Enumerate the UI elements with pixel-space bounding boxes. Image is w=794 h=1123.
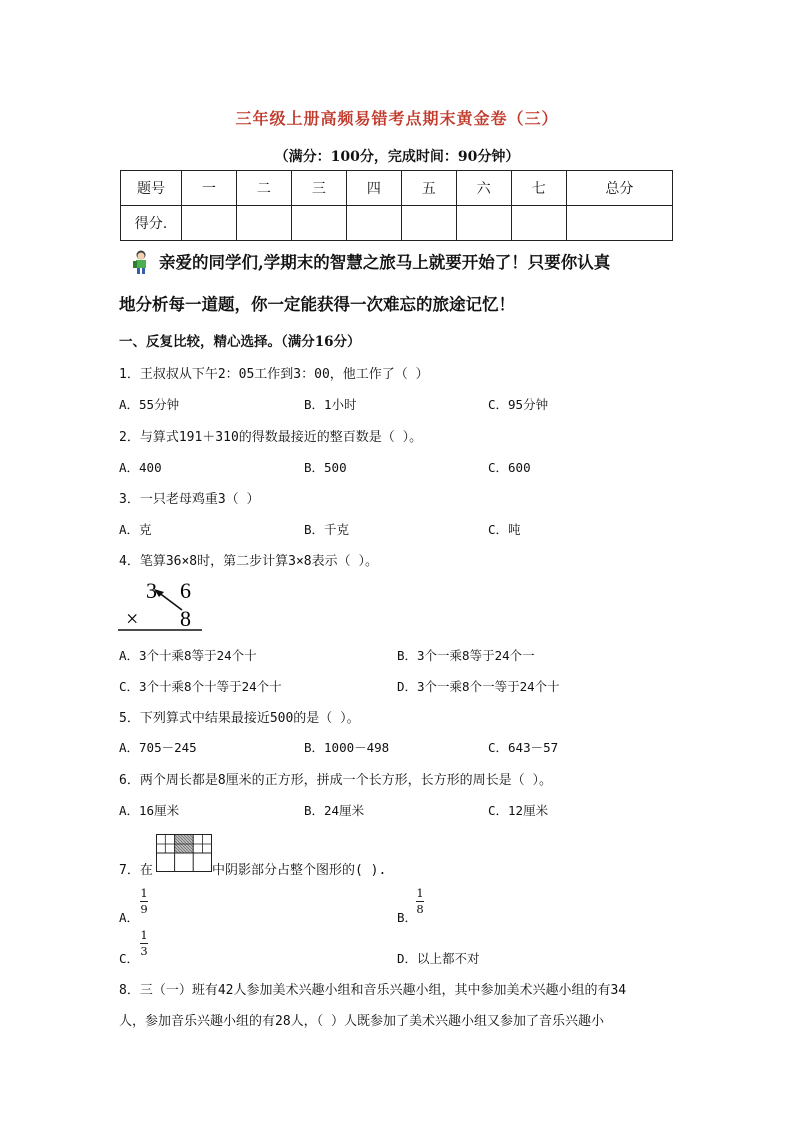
q7-option-c-label[interactable]: C． bbox=[119, 951, 140, 966]
q2-option-c[interactable]: C．600 bbox=[488, 460, 531, 475]
q5-option-b[interactable]: B．1000－498 bbox=[304, 740, 390, 755]
q2-option-a[interactable]: A．400 bbox=[119, 460, 162, 475]
q7-option-b-fraction bbox=[416, 887, 424, 916]
q4-option-d[interactable]: D．3个一乘8个一等于24个十 bbox=[397, 679, 560, 694]
score-input-cell[interactable] bbox=[401, 206, 456, 241]
score-header-cell: 七 bbox=[511, 171, 566, 206]
score-input-cell[interactable] bbox=[566, 206, 672, 241]
score-input-cell[interactable] bbox=[291, 206, 346, 241]
question-5: 5．下列算式中结果最接近500的是（ ）。 bbox=[119, 711, 360, 726]
q1-option-a[interactable]: A．55分钟 bbox=[119, 397, 180, 412]
question-2: 2．与算式191＋310的得数最接近的整百数是（ ）。 bbox=[119, 430, 423, 445]
greeting-line-2: 地分析每一道题，你一定能获得一次难忘的旅途记忆！ bbox=[119, 295, 515, 314]
q2-option-b[interactable]: B．500 bbox=[304, 460, 347, 475]
question-8-line-1: 8．三（一）班有42人参加美术兴趣小组和音乐兴趣小组，其中参加美术兴趣小组的有34 bbox=[119, 983, 627, 998]
score-header-cell: 四 bbox=[346, 171, 401, 206]
question-3: 3．一只老母鸡重3（ ） bbox=[119, 492, 260, 507]
q3-option-a[interactable]: A．克 bbox=[119, 522, 152, 537]
arrow-line bbox=[158, 592, 182, 610]
score-header-cell: 总分 bbox=[566, 171, 672, 206]
multiplication-figure bbox=[118, 576, 204, 632]
numerator: 1 bbox=[416, 886, 424, 900]
shaded-grid-figure bbox=[156, 834, 212, 872]
question-7-suffix: 中阴影部分占整个图形的( ). bbox=[212, 863, 387, 878]
score-header-cell: 三 bbox=[291, 171, 346, 206]
numerator: 1 bbox=[140, 886, 148, 900]
page-title: 三年级上册高频易错考点期末黄金卷（三） bbox=[235, 109, 559, 128]
top-digit-tens: 3 bbox=[146, 578, 157, 603]
question-4: 4．笔算36×8时，第二步计算3×8表示（ ）。 bbox=[119, 554, 378, 569]
denominator: 3 bbox=[140, 944, 148, 958]
score-input-cell[interactable] bbox=[456, 206, 511, 241]
score-table-header-row bbox=[121, 171, 673, 206]
q3-option-c[interactable]: C．吨 bbox=[488, 522, 521, 537]
question-7-prefix: 7．在 bbox=[119, 863, 153, 878]
exam-info: （满分：100分，完成时间：90分钟） bbox=[274, 149, 520, 165]
section-heading: 一、反复比较，精心选择。（满分16分） bbox=[119, 334, 361, 350]
score-input-cell[interactable] bbox=[346, 206, 401, 241]
q1-option-b[interactable]: B．1小时 bbox=[304, 397, 357, 412]
q7-option-b-label[interactable]: B． bbox=[397, 910, 418, 925]
score-header-cell: 一 bbox=[182, 171, 237, 206]
q5-option-c[interactable]: C．643－57 bbox=[488, 740, 559, 755]
bottom-digit: 8 bbox=[180, 606, 191, 631]
question-8-line-2: 人，参加音乐兴趣小组的有28人，（ ）人既参加了美术兴趣小组又参加了音乐兴趣小 bbox=[119, 1014, 604, 1029]
question-1: 1．王叔叔从下午2：05工作到3：00，他工作了（ ） bbox=[119, 367, 429, 382]
q5-option-a[interactable]: A．705－245 bbox=[119, 740, 197, 755]
q1-option-c[interactable]: C．95分钟 bbox=[488, 397, 549, 412]
denominator: 8 bbox=[416, 902, 424, 916]
q4-option-b[interactable]: B．3个一乘8等于24个一 bbox=[397, 648, 535, 663]
q7-option-d[interactable]: D．以上都不对 bbox=[397, 951, 480, 966]
q7-option-a-label[interactable]: A． bbox=[119, 910, 140, 925]
q6-option-a[interactable]: A．16厘米 bbox=[119, 803, 180, 818]
greeting-line-1: 亲爱的同学们,学期末的智慧之旅马上就要开始了！只要你认真 bbox=[159, 253, 611, 272]
student-icon bbox=[131, 249, 151, 275]
q4-option-a[interactable]: A．3个十乘8等于24个十 bbox=[119, 648, 257, 663]
denominator: 9 bbox=[140, 902, 148, 916]
q3-option-b[interactable]: B．千克 bbox=[304, 522, 350, 537]
score-row-label: 得分. bbox=[121, 206, 182, 241]
score-header-cell: 六 bbox=[456, 171, 511, 206]
score-input-cell[interactable] bbox=[511, 206, 566, 241]
operator-sign: × bbox=[126, 606, 139, 631]
question-6: 6．两个周长都是8厘米的正方形，拼成一个长方形，长方形的周长是（ ）。 bbox=[119, 773, 552, 788]
score-table bbox=[120, 170, 673, 241]
score-input-cell[interactable] bbox=[236, 206, 291, 241]
q7-option-c-fraction bbox=[140, 929, 148, 958]
q7-option-a-fraction bbox=[140, 887, 148, 916]
greeting bbox=[119, 248, 691, 320]
top-digit-ones: 6 bbox=[180, 578, 191, 603]
score-table-score-row bbox=[121, 206, 673, 241]
score-header-cell: 题号 bbox=[121, 171, 182, 206]
numerator: 1 bbox=[140, 928, 148, 942]
score-header-cell: 二 bbox=[236, 171, 291, 206]
score-input-cell[interactable] bbox=[182, 206, 237, 241]
q6-option-c[interactable]: C．12厘米 bbox=[488, 803, 549, 818]
q6-option-b[interactable]: B．24厘米 bbox=[304, 803, 365, 818]
q4-option-c[interactable]: C．3个十乘8个十等于24个十 bbox=[119, 679, 282, 694]
score-header-cell: 五 bbox=[401, 171, 456, 206]
